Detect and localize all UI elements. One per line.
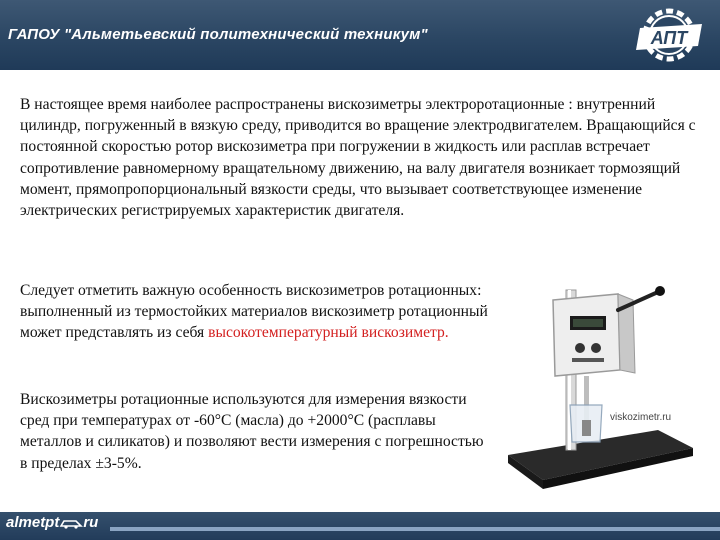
header-bar — [0, 0, 720, 70]
footer-stripe — [110, 527, 720, 531]
footer-site-name: almetpt — [6, 514, 60, 531]
paragraph-usage: Вискозиметры ротационные используются для измерения вязкости сред при температурах от -60°С (масла) до +2000°С (расплавы металлов и силикатов) и позволяют вести измерения с погрешностью в пределах ±3-5%. — [20, 391, 484, 472]
paragraph-feature-text: Следует отметить важную особенность вискозиметров ротационных: выполненный из термостойких материалов вискозиметр ротационный может представлять из себя — [20, 282, 488, 342]
car-icon — [59, 517, 83, 529]
highlight-link: высокотемпературный вискозиметр. — [208, 324, 449, 342]
photo-watermark: viskozimetr.ru — [610, 412, 672, 423]
logo-text: АПТ — [650, 28, 688, 48]
header-title: ГАПОУ "Альметьевский политехнический техникум" — [8, 26, 428, 43]
footer-bar — [0, 512, 720, 540]
viscometer-photo — [498, 270, 698, 520]
paragraph-feature — [20, 280, 490, 344]
college-logo — [622, 6, 716, 64]
paragraph-intro: В настоящее время наиболее распространены вискозиметры электроротационные : внутренний цилиндр, погруженный в вязкую среду, приводится во вращение электродвигателем. Вращающийся с постоянной скоростью ротор вискозиметра при погружении в жидкость или расплав встречает сопротивление равномерному вращательному движению, на валу двигателя возникает тормозящий момент, прямопропорциональный вязкости среды, что вызывает соответствующее изменение электрических регистрируемых характеристик двигателя. — [20, 96, 696, 220]
footer-website[interactable] — [6, 514, 98, 531]
footer-site-domain: ru — [83, 514, 99, 531]
